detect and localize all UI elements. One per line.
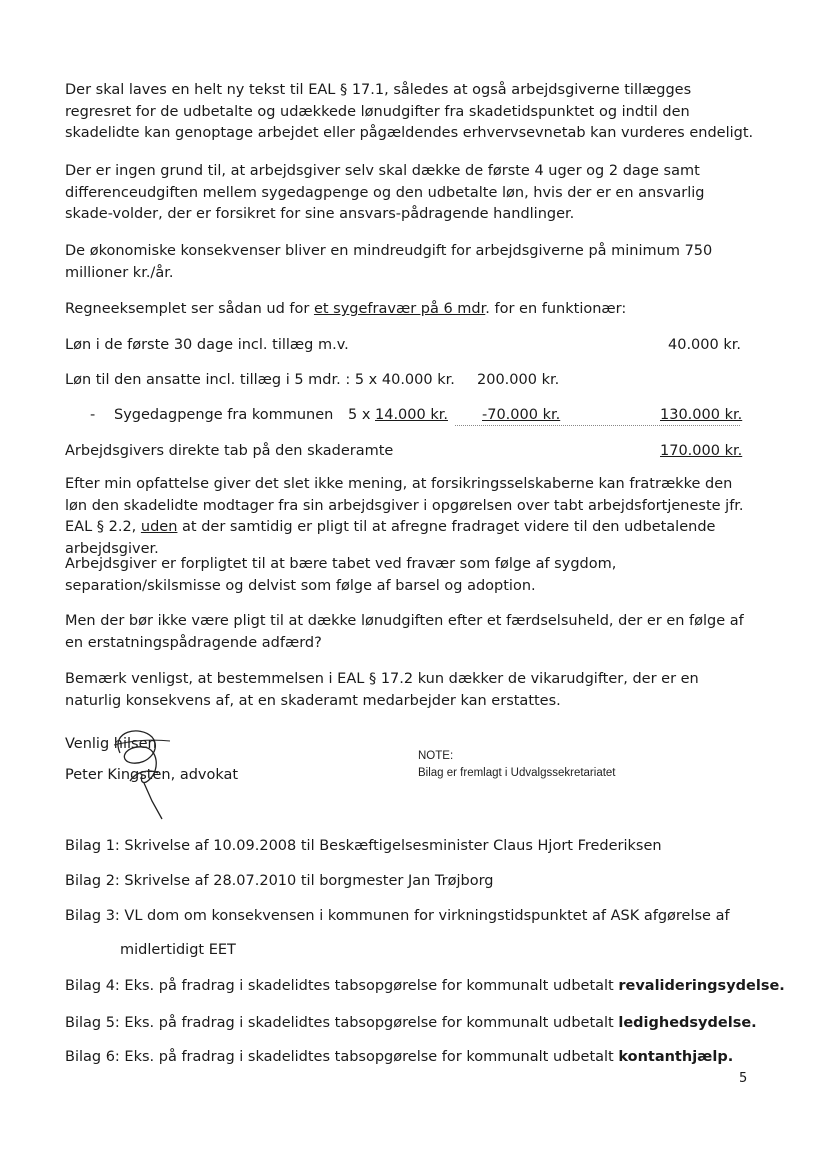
forsikring-underlined: uden — [140, 519, 178, 535]
regneeksempel-underlined: et sygefravær på 6 mdr — [313, 301, 486, 317]
page-number: 5 — [739, 1071, 748, 1086]
closing-greeting: Venlig hilsen — [65, 736, 157, 752]
paragraph-faerdselsuheld: Men der bør ikke være pligt til at dække lønudgiften efter et færdselsuheld, der er en følge af en erstatningspådragende adfærd? — [65, 613, 744, 651]
regneeksempel-intro: Regneeksemplet ser sådan ud for — [65, 301, 314, 317]
bilag-3-continuation: midlertidigt EET — [120, 942, 236, 958]
bilag-6 — [65, 1047, 733, 1067]
calc-row3-label: Sygedagpenge fra kommunen — [114, 407, 334, 423]
signature-scribble — [100, 723, 190, 823]
forsikring-text-pre: Efter min opfattelse giver det slet ikke mening, at forsikringsselskaberne kan fratrække den løn den skadelidte modtager fra sin arbejdsgiver i opgørelsen over tabt arbejdsfortjeneste jfr. EAL § 2.2, — [65, 476, 744, 535]
paragraph-konsekvenser: De økonomiske konsekvenser bliver en mindreudgift for arbejdsgiverne på minimum 750 millioner kr./år. — [65, 243, 713, 281]
calc-row4-amount: 170.000 kr. — [660, 443, 743, 459]
bilag-3: Bilag 3: VL dom om konsekvensen i kommunen for virkningstidspunktet af ASK afgørelse af — [65, 908, 730, 924]
calc-row3-amount: 130.000 kr. — [660, 407, 743, 423]
dotted-divider — [455, 425, 740, 426]
note-text: Bilag er fremlagt i Udvalgssekretariatet — [418, 767, 616, 779]
bilag-4-bold: revalideringsydelse. — [618, 978, 785, 994]
paragraph-regresret: Der skal laves en helt ny tekst til EAL § 17.1, således at også arbejdsgiverne tillægges regresret for de udbetalte og udækkede lønudgifter fra skadetidspunktet og indtil den skadelidte kan genoptage arbejdet eller pågældendes erhvervsevnetab kan vurderes endeligt. — [65, 82, 754, 141]
bilag-4 — [65, 976, 785, 996]
calc-row1-amount: 40.000 kr. — [668, 337, 741, 353]
paragraph-vikarudgifter: Bemærk venligst, at bestemmelsen i EAL § 17.2 kun dækker de vikarudgifter, der er en naturlig konsekvens af, at en skaderamt medarbejder kan erstattes. — [65, 671, 699, 709]
calc-row3-unit: 14.000 kr. — [375, 407, 448, 423]
bilag-5-text: Bilag 5: Eks. på fradrag i skadelidtes tabsopgørelse for kommunalt udbetalt — [65, 1015, 619, 1031]
bilag-1: Bilag 1: Skrivelse af 10.09.2008 til Beskæftigelsesminister Claus Hjort Frederiksen — [65, 838, 662, 854]
forsikring-text-post: at der samtidig er pligt til at afregne fradraget videre til den udbetalende arbejdsgiver. — [65, 519, 716, 557]
paragraph-regneeksempel — [65, 299, 755, 321]
bilag-5 — [65, 1013, 757, 1033]
calc-row1-label: Løn i de første 30 dage incl. tillæg m.v. — [65, 337, 349, 353]
bilag-6-text: Bilag 6: Eks. på fradrag i skadelidtes tabsopgørelse for kommunalt udbetalt — [65, 1049, 619, 1065]
bilag-4-text: Bilag 4: Eks. på fradrag i skadelidtes tabsopgørelse for kommunalt udbetalt — [65, 978, 619, 994]
calc-row2-mid: 200.000 kr. — [477, 372, 560, 388]
regneeksempel-outro: . for en funktionær: — [485, 301, 627, 317]
bilag-5-bold: ledighedsydelse. — [618, 1015, 757, 1031]
calc-row3-mid: -70.000 kr. — [482, 407, 561, 423]
paragraph-forsikringsselskaber — [65, 474, 755, 560]
calc-row3-mult: 5 x — [348, 407, 371, 423]
calc-row3-dash: - — [90, 407, 96, 423]
note-title: NOTE: — [418, 750, 454, 762]
calc-row2-label: Løn til den ansatte incl. tillæg i 5 mdr. : 5 x 40.000 kr. — [65, 372, 455, 388]
calc-row4-label: Arbejdsgivers direkte tab på den skaderamte — [65, 443, 394, 459]
bilag-6-bold: kontanthjælp. — [618, 1049, 734, 1065]
bilag-2: Bilag 2: Skrivelse af 28.07.2010 til borgmester Jan Trøjborg — [65, 873, 494, 889]
closing-signer: Peter Kingsten, advokat — [65, 767, 239, 783]
paragraph-fravaer: Arbejdsgiver er forpligtet til at bære tabet ved fravær som følge af sygdom, separation/skilsmisse og delvist som følge af barsel og adoption. — [65, 556, 617, 594]
paragraph-arbejdsgiver-daekning: Der er ingen grund til, at arbejdsgiver selv skal dække de første 4 uger og 2 dage samt differenceudgiften mellem sygedagpenge og den udbetalte løn, hvis der er en ansvarlig skade-volder, der er forsikret for sine ansvars-pådragende handlinger. — [65, 163, 705, 222]
